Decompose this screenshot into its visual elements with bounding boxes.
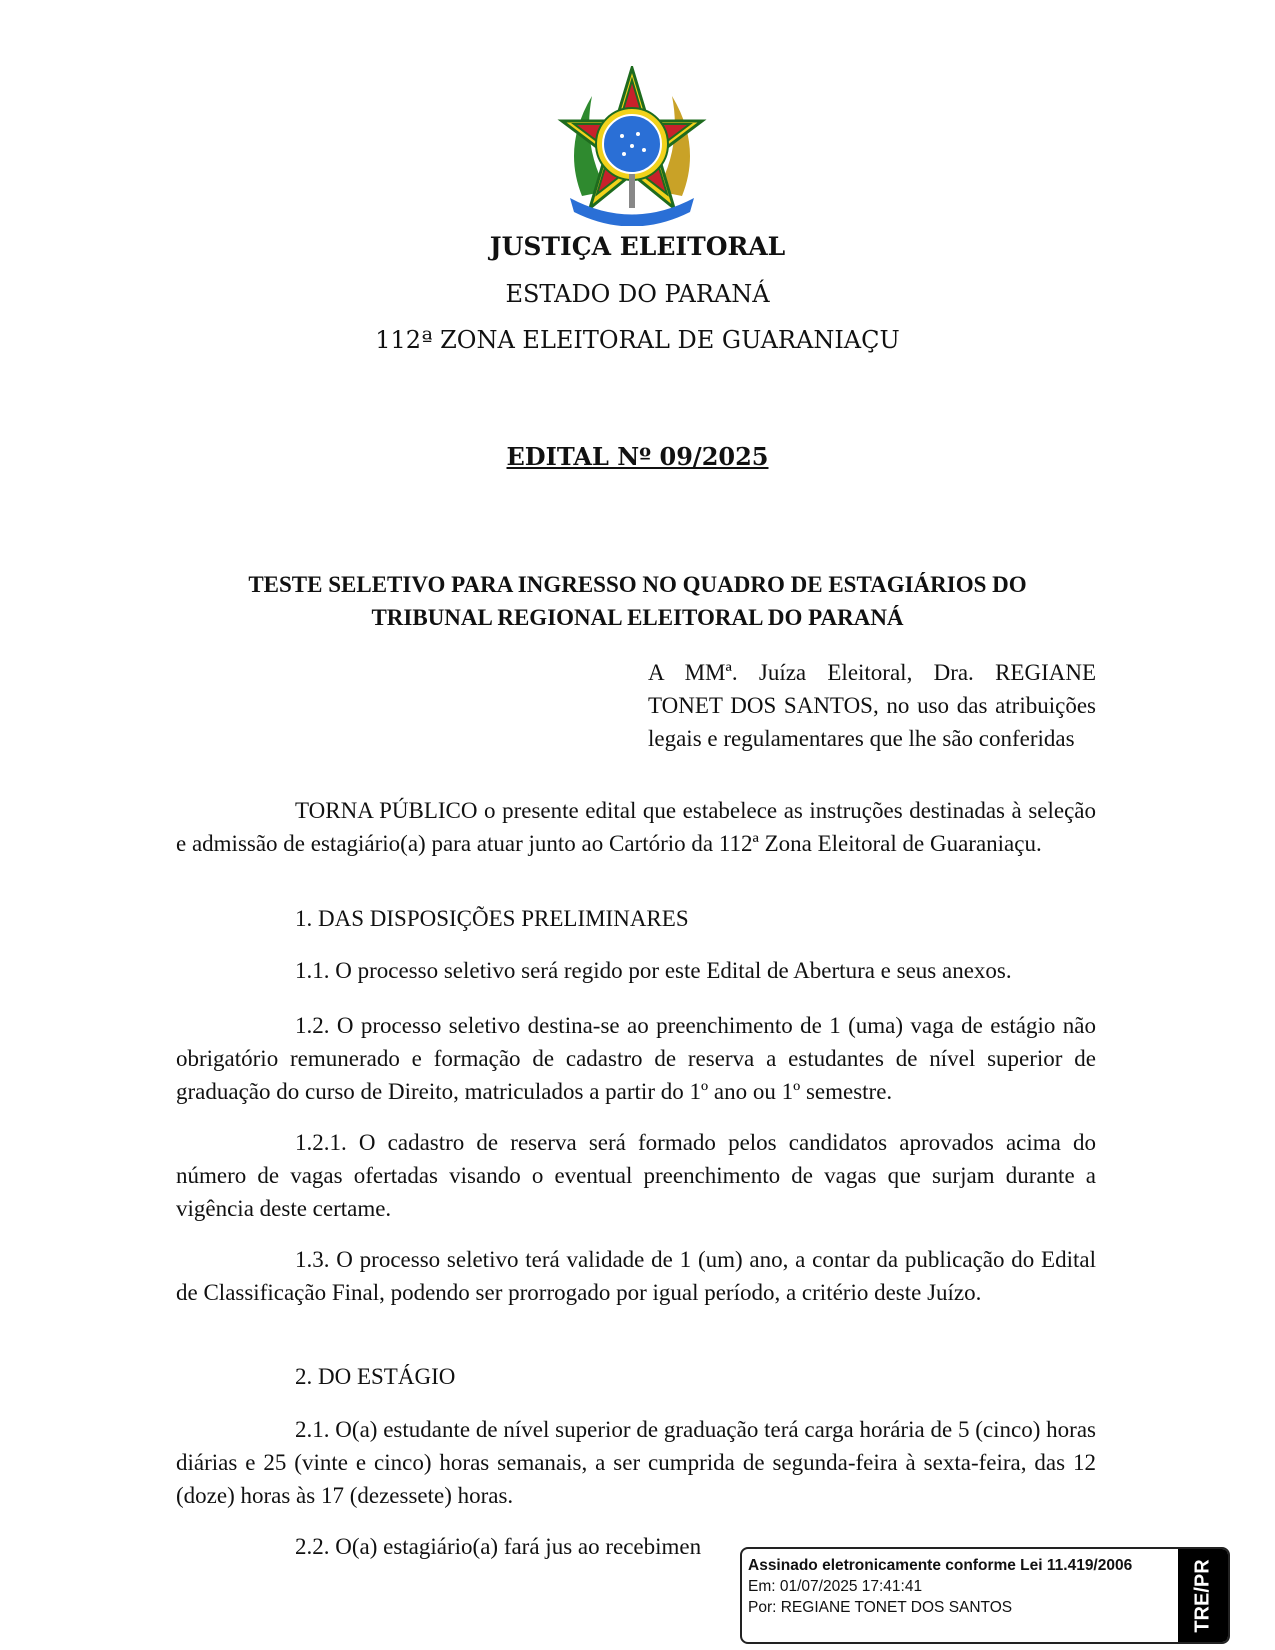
document-title	[180, 568, 1095, 634]
org-name-heading: JUSTIÇA ELEITORAL	[489, 232, 786, 261]
document-title-line2: TRIBUNAL REGIONAL ELEITORAL DO PARANÁ	[371, 605, 904, 630]
paragraph-1-2: 1.2. O processo seletivo destina-se ao preenchimento de 1 (uma) vaga de estágio não obrigatório remunerado e formação de cadastro de reserva a estudantes de nível superior de graduação do curso de Direito, matriculados a partir do 1º ano ou 1º semestre.	[176, 1013, 1096, 1104]
document-title-line1: TESTE SELETIVO PARA INGRESSO NO QUADRO DE ESTAGIÁRIOS DO	[248, 572, 1027, 597]
state-heading: ESTADO DO PARANÁ	[505, 280, 770, 308]
paragraph-2-1: 2.1. O(a) estudante de nível superior de graduação terá carga horária de 5 (cinco) horas diárias e 25 (vinte e cinco) horas semanais, a ser cumprida de segunda-feira à sexta-feira, das 12 (doze) horas às 17 (dezessete) horas.	[176, 1417, 1096, 1508]
coat-of-arms-icon	[552, 66, 712, 226]
signature-tab	[1178, 1549, 1228, 1642]
edital-number: EDITAL Nº 09/2025	[506, 442, 769, 471]
signature-title: Assinado eletronicamente conforme Lei 11.419/2006	[748, 1557, 1133, 1574]
signature-date: Em: 01/07/2025 17:41:41	[748, 1578, 923, 1595]
ementa: A MMª. Juíza Eleitoral, Dra. REGIANE TONET DOS SANTOS, no uso das atribuições legais e regulamentares que lhe são conferidas	[648, 660, 1096, 751]
section-heading-1: 1. DAS DISPOSIÇÕES PRELIMINARES	[295, 906, 689, 931]
paragraph-1-3: 1.3. O processo seletivo terá validade de 1 (um) ano, a contar da publicação do Edital de Classificação Final, podendo ser prorrogado por igual período, a critério deste Juízo.	[176, 1247, 1096, 1305]
paragraph-2-2: 2.2. O(a) estagiário(a) fará jus ao recebimen	[295, 1534, 702, 1559]
paragraph-1-2-1: 1.2.1. O cadastro de reserva será formado pelos candidatos aprovados acima do número de vagas ofertadas visando o eventual preenchimento de vagas que surjam durante a vigência deste certame.	[176, 1130, 1096, 1221]
electronic-signature-stamp	[740, 1547, 1230, 1644]
paragraph-1-1: 1.1. O processo seletivo será regido por este Edital de Abertura e seus anexos.	[295, 958, 1012, 983]
signature-signer: Por: REGIANE TONET DOS SANTOS	[748, 1599, 1013, 1616]
zone-heading: 112ª ZONA ELEITORAL DE GUARANIAÇU	[375, 326, 900, 354]
paragraph-torna-publico: TORNA PÚBLICO o presente edital que estabelece as instruções destinadas à seleção e admissão de estagiário(a) para atuar junto ao Cartório da 112ª Zona Eleitoral de Guaraniaçu.	[176, 798, 1096, 856]
section-heading-2: 2. DO ESTÁGIO	[295, 1364, 456, 1389]
signature-tab-label: TRE/PR	[1191, 1558, 1214, 1633]
